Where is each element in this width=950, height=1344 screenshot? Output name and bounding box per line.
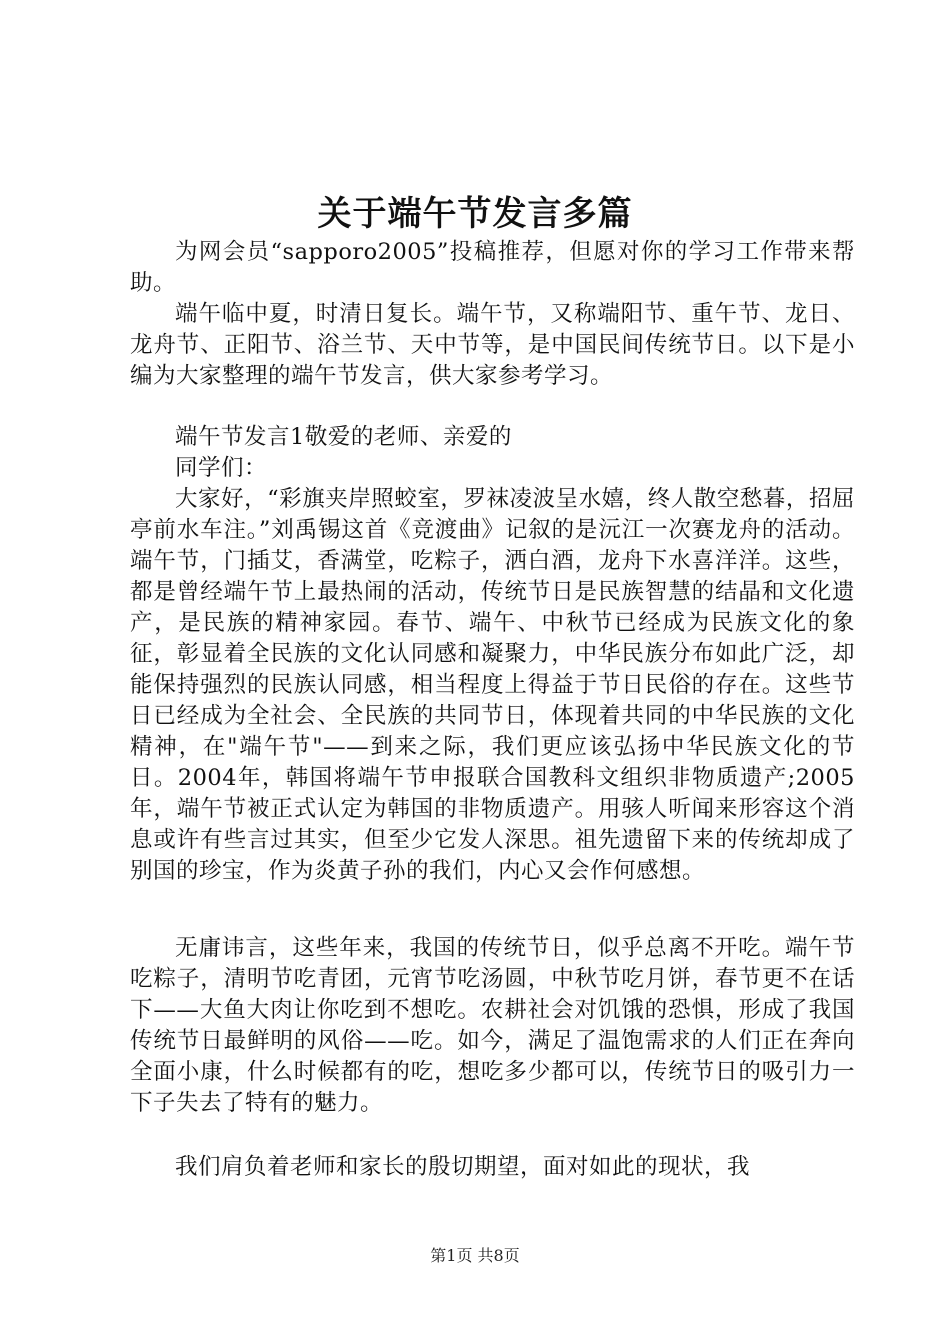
document-title: 关于端午节发言多篇 xyxy=(317,194,633,234)
page-number-footer: 第1页 共8页 xyxy=(430,1246,520,1265)
paragraph-summary: 端午临中夏，时清日复长。端午节，又称端阳节、重午节、龙日、龙舟节、正阳节、浴兰节、天中节等，是中国民间传统节日。以下是小编为大家整理的端午节发言，供大家参考学习。 xyxy=(130,301,855,389)
paragraph-intro: 为网会员“sapporo2005”投稿推荐，但愿对你的学习工作带来帮助。 xyxy=(130,239,855,296)
paragraph-speech-heading: 端午节发言1敬爱的老师、亲爱的 xyxy=(175,424,512,450)
paragraph-body-3: 我们肩负着老师和家长的殷切期望，面对如此的现状，我 xyxy=(175,1154,751,1180)
paragraph-body-2: 无庸讳言，这些年来，我国的传统节日，似乎总离不开吃。端午节吃粽子，清明节吃青团，元宵节吃汤圆，中秋节吃月饼，春节更不在话下——大鱼大肉让你吃到不想吃。农耕社会对饥饿的恐惧，形成了我国传统节日最鲜明的风俗——吃。如今，满足了温饱需求的人们正在奔向全面小康，什么时候都有的吃，想吃多少都可以，传统节日的吸引力一下子失去了特有的魅力。 xyxy=(130,935,855,1116)
paragraph-body-1: 大家好，“彩旗夹岸照蛟室，罗袜凌波呈水嬉，终人散空愁暮，招屈亭前水车注。”刘禹锡这首《竞渡曲》记叙的是沅江一次赛龙舟的活动。端午节，门插艾，香满堂，吃粽子，洒白酒，龙舟下水喜洋洋。这些，都是曾经端午节上最热闹的活动，传统节日是民族智慧的结晶和文化遗产，是民族的精神家园。春节、端午、中秋节已经成为民族文化的象征，彰显着全民族的文化认同感和凝聚力，中华民族分布如此广泛，却能保持强烈的民族认同感，相当程度上得益于节日民俗的存在。这些节日已经成为全社会、全民族的共同节日，体现着共同的中华民族的文化精神，在"端午节"——到来之际，我们更应该弘扬中华民族文化的节日。2004年，韩国将端午节申报联合国教科文组织非物质遗产;2005年，端午节被正式认定为韩国的非物质遗产。用骇人听闻来形容这个消息或许有些言过其实，但至少它发人深思。祖先遗留下来的传统却成了别国的珍宝，作为炎黄子孙的我们，内心又会作何感想。 xyxy=(130,486,855,884)
paragraph-salutation: 同学们： xyxy=(175,455,268,481)
